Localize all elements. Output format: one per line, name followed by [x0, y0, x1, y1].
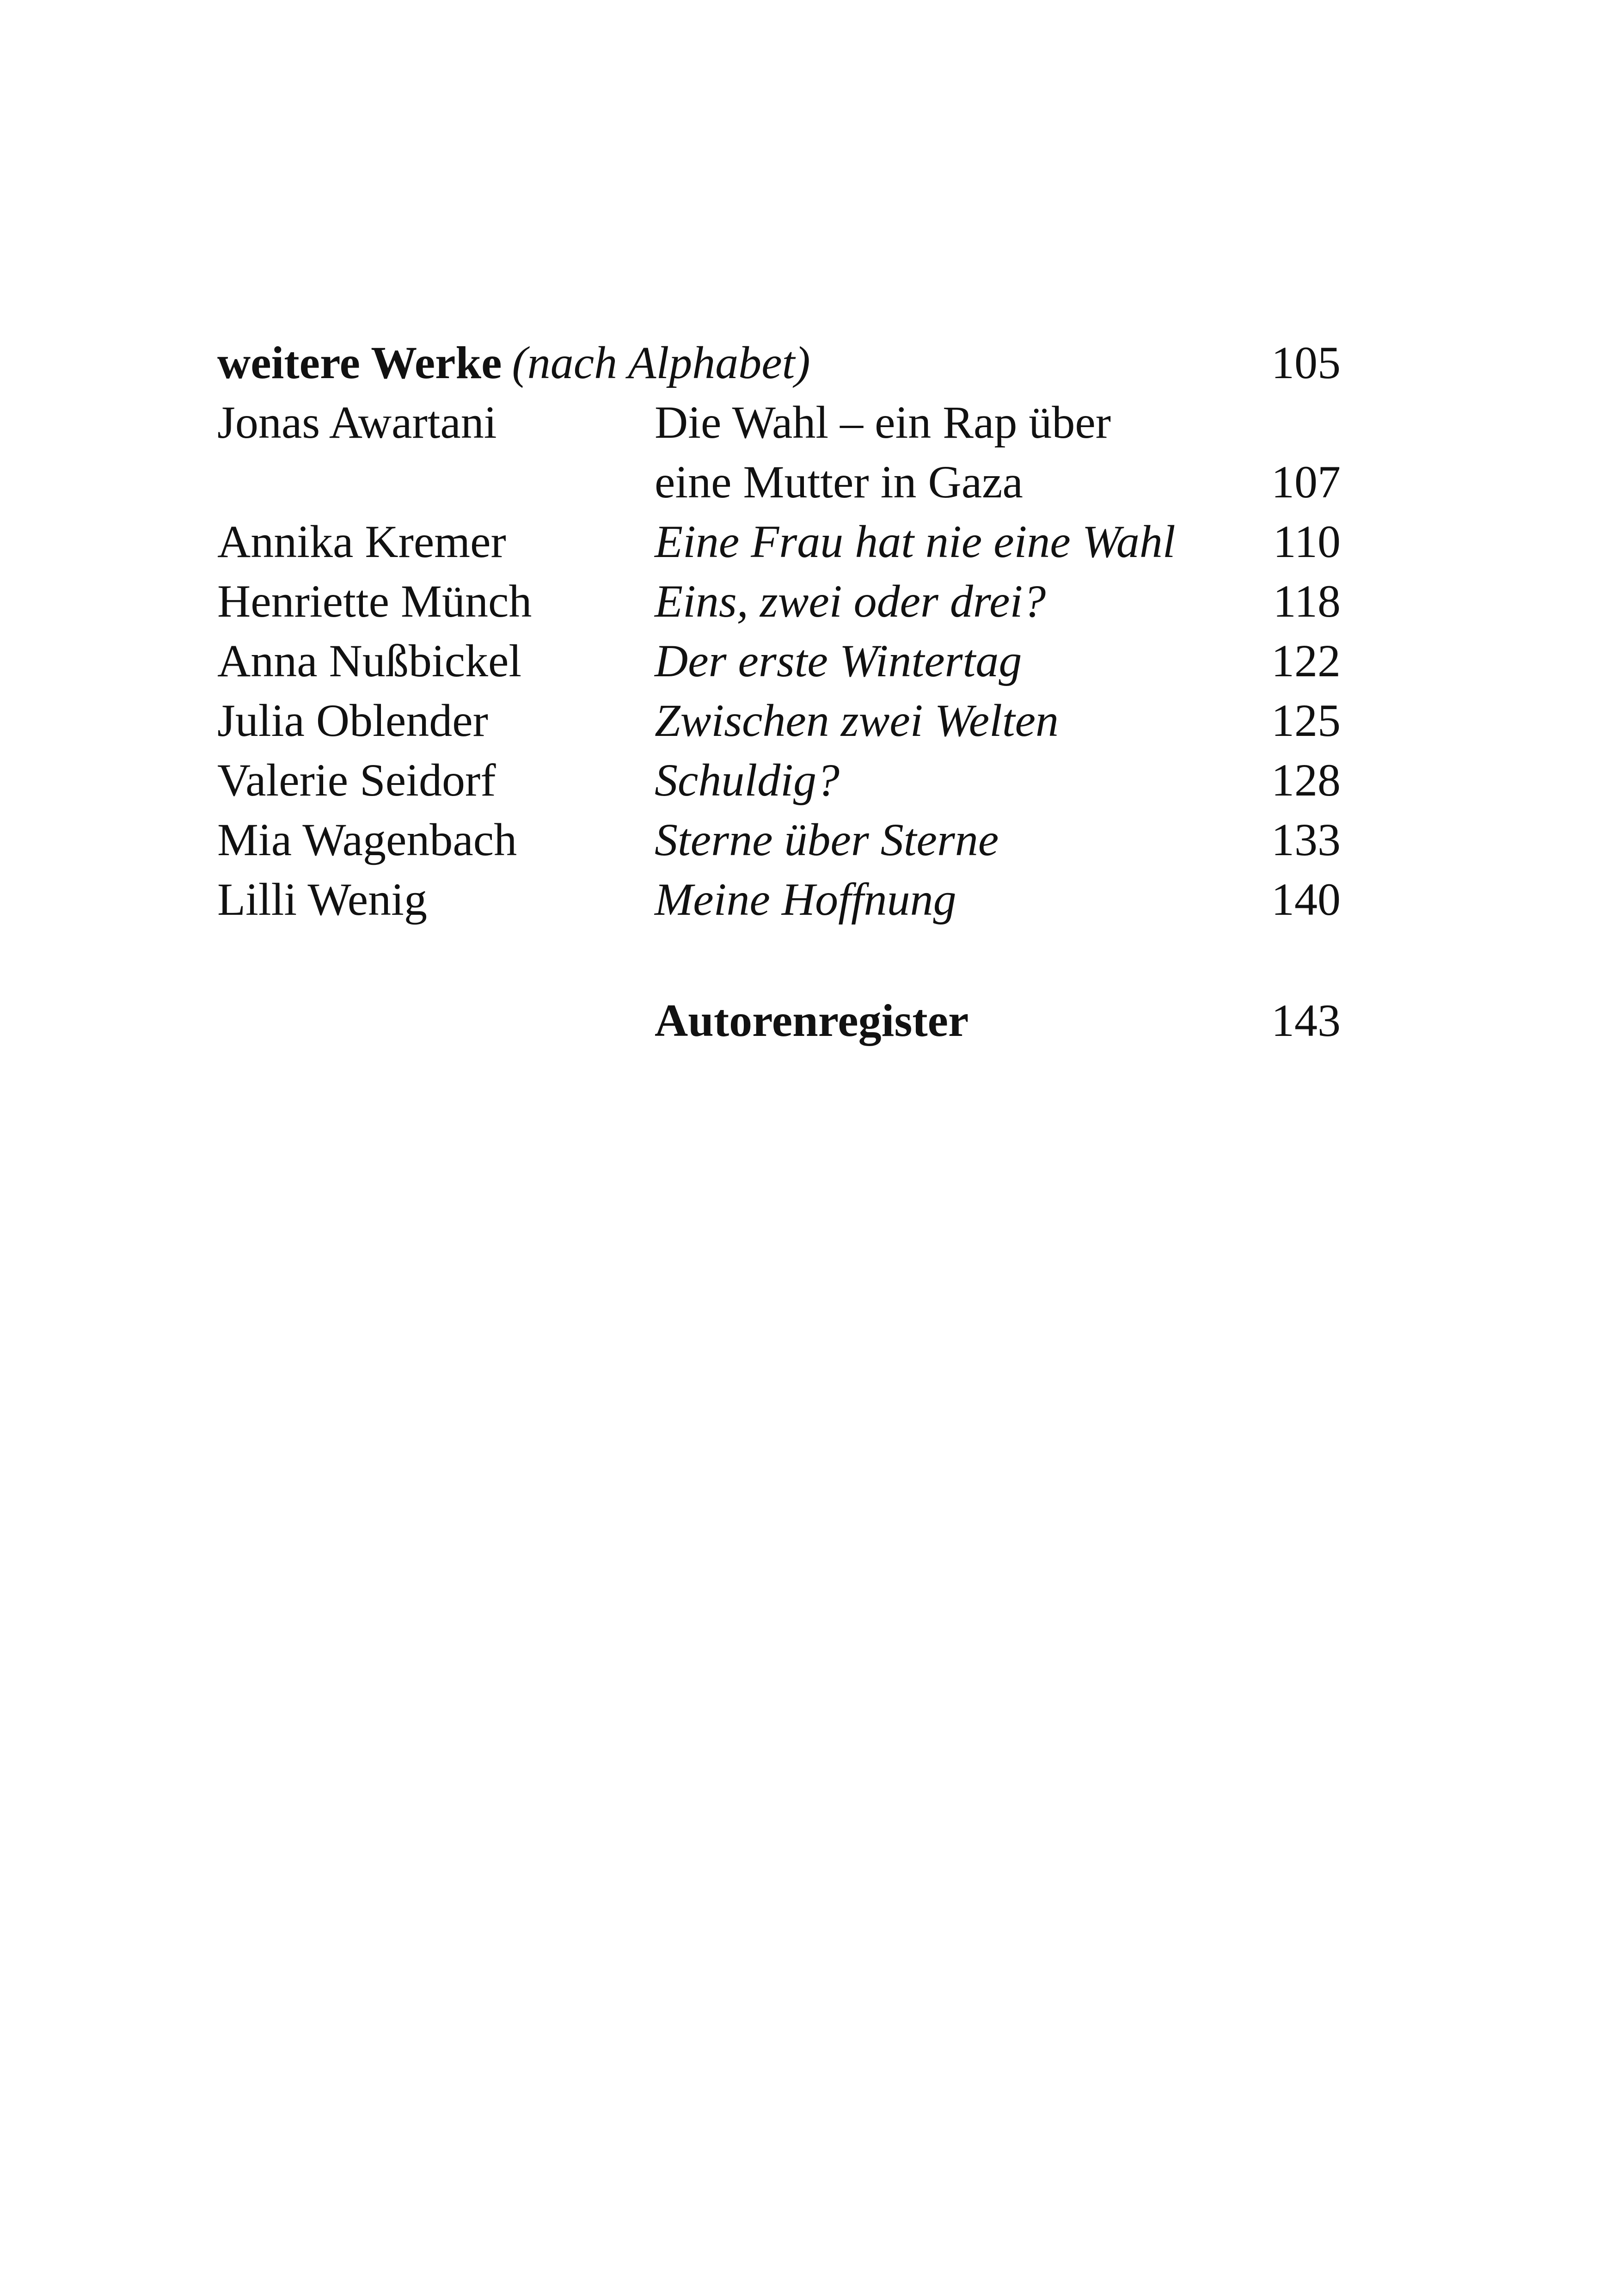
entry-page-number: 128: [1271, 754, 1341, 806]
toc-entry: [217, 631, 1341, 691]
toc-entry: [217, 571, 1341, 631]
register-entry: [217, 991, 1341, 1050]
entry-title: Der erste Wintertag: [655, 635, 1022, 686]
entry-author: Julia Oblender: [217, 695, 488, 746]
entry-author: Valerie Seidorf: [217, 754, 496, 806]
entry-page-number: 140: [1271, 874, 1341, 925]
toc-entry: [217, 392, 1341, 452]
toc-entry-continuation: [217, 452, 1341, 512]
entry-page-number: 110: [1273, 516, 1341, 567]
entry-author: Annika Kremer: [217, 516, 506, 567]
entry-title-line-1: Die Wahl – ein Rap über: [655, 397, 1111, 448]
entry-title-line-2: eine Mutter in Gaza: [655, 456, 1023, 508]
entry-author: Mia Wagenbach: [217, 814, 517, 865]
entry-author: Anna Nußbickel: [217, 635, 522, 686]
entry-title: Schuldig?: [655, 754, 840, 806]
section-page-number: 105: [1271, 337, 1341, 388]
register-title: Autorenregister: [655, 995, 969, 1046]
toc-entry: [217, 691, 1341, 750]
section-note: (nach Alphabet): [512, 337, 810, 388]
entry-author: Henriette Münch: [217, 576, 532, 627]
entry-author: Jonas Awartani: [217, 397, 497, 448]
entry-title: Sterne über Sterne: [655, 814, 999, 865]
section-heading: [217, 333, 1341, 392]
entry-title: Eine Frau hat nie eine Wahl: [655, 516, 1176, 567]
toc-entry: [217, 810, 1341, 869]
entry-title: Eins, zwei oder drei?: [655, 576, 1046, 627]
entry-author: Lilli Wenig: [217, 874, 427, 925]
register-page-number: 143: [1271, 995, 1341, 1046]
entry-title: Meine Hoffnung: [655, 874, 956, 925]
entry-page-number: 133: [1271, 814, 1341, 865]
section-title-group: [217, 333, 810, 392]
toc-entry: [217, 869, 1341, 929]
table-of-contents: [217, 333, 1341, 1050]
entry-page-number: 125: [1271, 695, 1341, 746]
entry-page-number: 107: [1271, 456, 1341, 508]
entry-page-number: 122: [1271, 635, 1341, 686]
entry-title: Zwischen zwei Welten: [655, 695, 1059, 746]
toc-entry: [217, 512, 1341, 571]
toc-entry: [217, 750, 1341, 810]
entry-page-number: 118: [1273, 576, 1341, 627]
section-title: weitere Werke: [217, 337, 502, 388]
